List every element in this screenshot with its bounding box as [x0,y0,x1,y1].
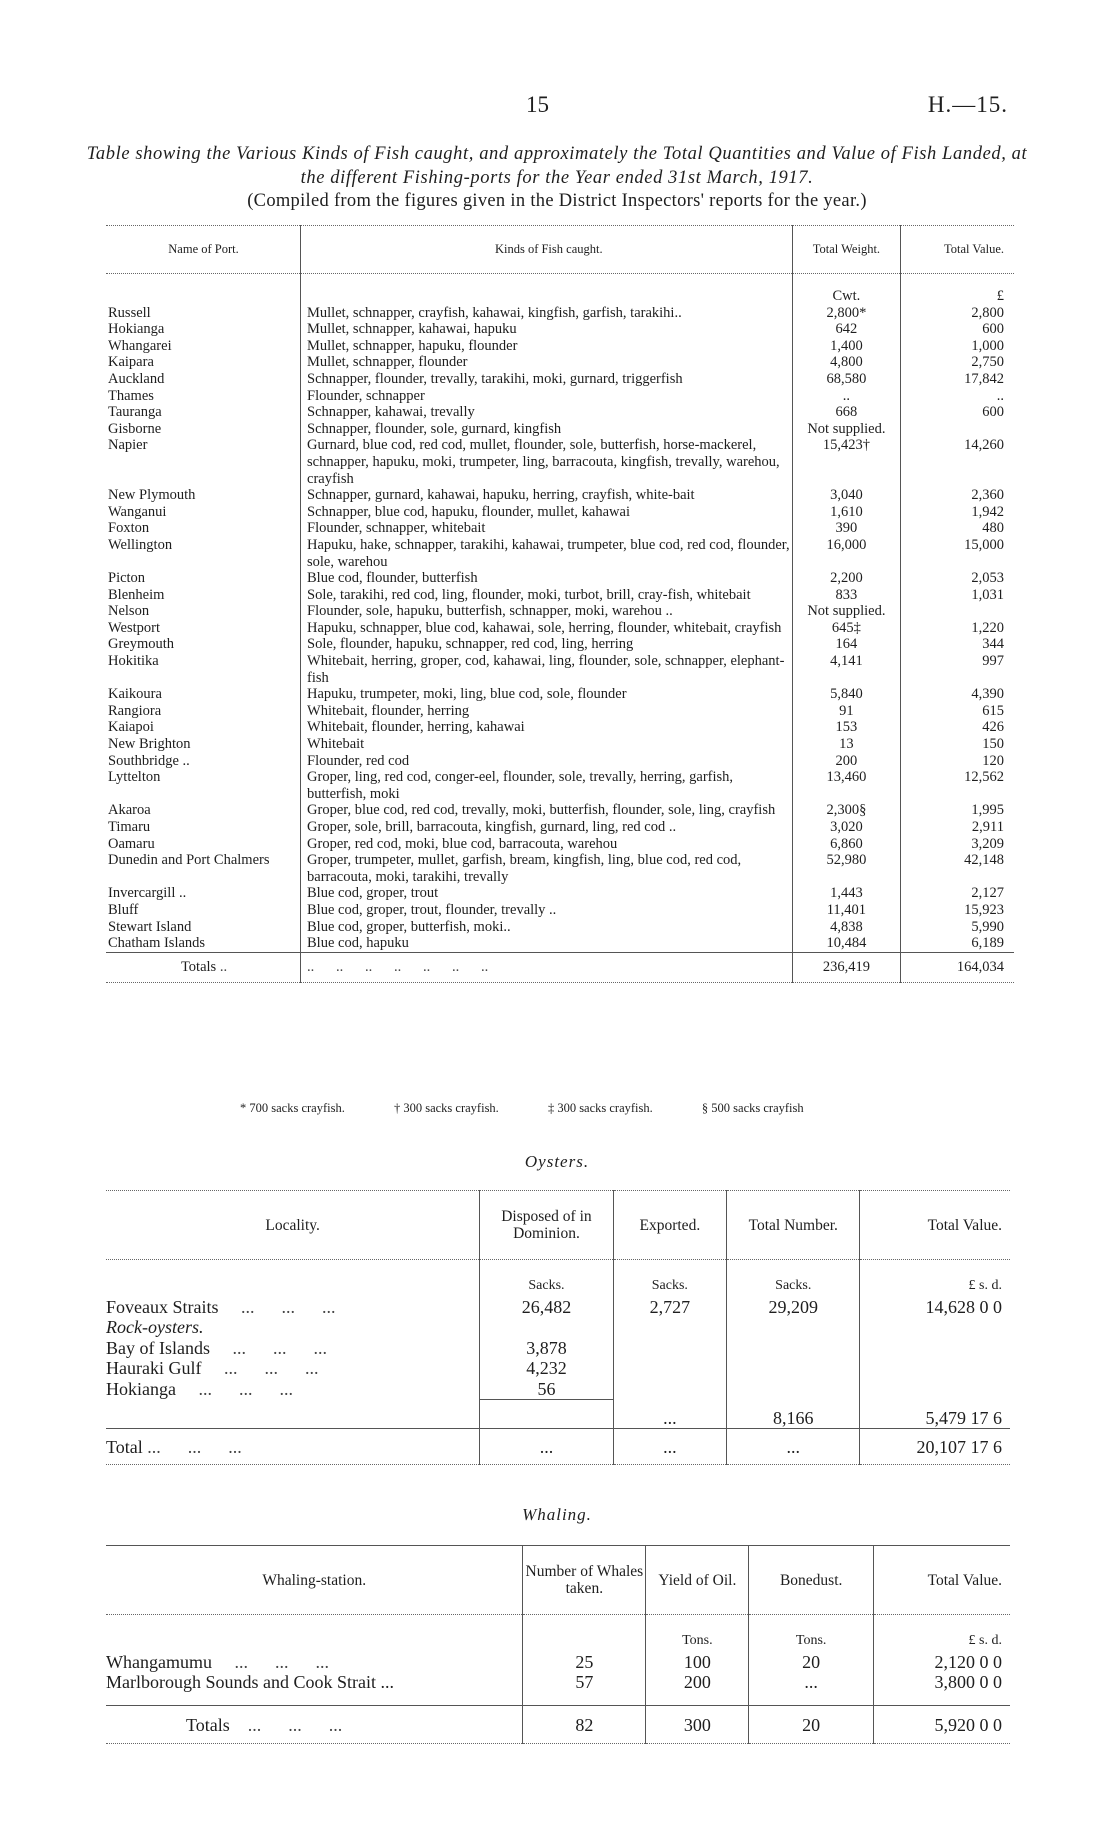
port-name: Whangarei [108,337,172,354]
total-value: 600 [901,404,1014,421]
table-row: Bay of Islands ... ... ... 3,878 [106,1338,1010,1359]
port-name: Timaru [108,819,151,835]
table-title: Table showing the Various Kinds of Fish caught, and approximately the Total Quantities and Value of Fish Landed, at the different Fishing-ports for the Year ended 31st March, 1917. [86,144,1028,188]
total-weight: 16,000 [792,537,901,570]
table-row [106,603,1014,620]
total-value [901,421,1014,438]
weight-unit: Cwt. [792,274,901,305]
totals-label: Totals .. [106,952,301,983]
fish-kinds: Groper, blue cod, red cod, trevally, moki, butterfish, flounder, sole, ling, crayfish [301,802,793,819]
total-value: 1,000 [901,338,1014,355]
total-weight: .. [792,388,901,405]
total-weight: 5,840 [792,686,901,703]
total-value: 1,031 [901,587,1014,604]
fish-kinds: Schnapper, blue cod, hapuku, flounder, mullet, kahawai [301,504,793,521]
fish-kinds: Flounder, schnapper [301,388,793,405]
port-name: Foxton [108,520,150,537]
port-name: Auckland [108,370,165,387]
table-row [106,354,1014,371]
total-value: 2,750 [901,354,1014,371]
total-value: 1,995 [901,802,1014,819]
fish-kinds: Groper, ling, red cod, conger-eel, flounder, sole, trevally, herring, garfish, butterfish, moki [301,769,793,802]
units-row: Sacks. Sacks. Sacks. £ s. d. [106,1260,1010,1297]
table-row [106,836,1014,853]
total-value: 4,390 [901,686,1014,703]
totals-weight: 236,419 [792,952,901,983]
table-row [106,919,1014,936]
port-name: Nelson [108,603,150,620]
total-value: .. [901,388,1014,405]
col-header-station: Whaling-station. [106,1546,523,1615]
total-value: 2,127 [901,885,1014,902]
fish-kinds: Blue cod, flounder, butterfish [301,570,793,587]
total-value: 12,562 [901,769,1014,802]
value-unit: £ [901,274,1014,305]
table-row: Hokianga ... ... ... 56 [106,1379,1010,1400]
fish-kinds: Schnapper, flounder, trevally, tarakihi, moki, gurnard, triggerfish [301,371,793,388]
fish-kinds: Whitebait, herring, groper, cod, kahawai, ling, flounder, sole, schnapper, elephant-fish [301,653,793,686]
total-weight: 15,423† [792,437,901,487]
total-value: 5,990 [901,919,1014,936]
total-weight: 68,580 [792,371,901,388]
total-value: 2,800 [901,305,1014,322]
col-header-oil: Yield of Oil. [646,1546,749,1615]
total-weight: 10,484 [792,935,901,952]
oysters-title: Oysters. [524,1152,590,1171]
fish-kinds: Blue cod, groper, butterfish, moki.. [301,919,793,936]
total-weight: 2,200 [792,570,901,587]
port-name: Gisborne [108,420,162,437]
total-value: 480 [901,520,1014,537]
total-value: 1,942 [901,504,1014,521]
port-name: Thames [108,387,154,404]
table-row [106,321,1014,338]
table-row [106,736,1014,753]
oysters-table [106,1190,1010,1465]
total-value: 426 [901,719,1014,736]
document-code: H.—15. [927,92,1008,117]
total-weight: 13,460 [792,769,901,802]
fish-kinds: Hapuku, trumpeter, moki, ling, blue cod, sole, flounder [301,686,793,703]
col-header-disposed: Disposed of in Dominion. [480,1191,613,1260]
rock-oysters-label-row: Rock-oysters. [106,1317,1010,1338]
total-value: 2,911 [901,819,1014,836]
total-value [901,603,1014,620]
total-weight: 91 [792,703,901,720]
total-value: 17,842 [901,371,1014,388]
table-row [106,719,1014,736]
col-header-total-value: Total Value. [860,1191,1010,1260]
total-weight: 1,400 [792,338,901,355]
total-weight: Not supplied. [792,603,901,620]
fish-kinds: Schnapper, flounder, sole, gurnard, kingfish [301,421,793,438]
table-row [106,437,1014,487]
fish-kinds: Hapuku, schnapper, blue cod, kahawai, sole, herring, flounder, whitebait, crayfish [301,620,793,637]
footnotes [240,1101,940,1116]
fish-kinds: Schnapper, kahawai, trevally [301,404,793,421]
fish-totals-row [106,952,1014,983]
port-name: Tauranga [108,404,162,421]
port-name: Lyttelton [108,769,161,786]
port-name: Stewart Island [108,918,192,935]
table-row [106,620,1014,637]
oysters-total-row: Total ... ... ... ... ... ... 20,107 17 6 [106,1429,1010,1465]
footnote: † 300 sacks crayfish. [393,1101,499,1115]
rock-oysters-summary-row: ... 8,166 5,479 17 6 [106,1400,1010,1429]
table-row [106,520,1014,537]
fish-kinds: Blue cod, hapuku [301,935,793,952]
table-row [106,487,1014,504]
units-row: Tons. Tons. £ s. d. [106,1615,1010,1652]
port-name: Hokitika [108,653,159,670]
footnote: ‡ 300 sacks crayfish. [547,1101,653,1115]
table-row [106,852,1014,885]
table-row [106,703,1014,720]
total-value: 997 [901,653,1014,686]
table-row: Marlborough Sounds and Cook Strait ... 57 200 ... 3,800 0 0 [106,1672,1010,1705]
footnote: § 500 sacks crayfish [701,1101,804,1115]
total-weight: 153 [792,719,901,736]
total-value: 15,000 [901,537,1014,570]
port-name: Kaikoura [108,686,162,703]
fish-kinds: Mullet, schnapper, kahawai, hapuku [301,321,793,338]
total-weight: 642 [792,321,901,338]
fish-table-header [106,226,1014,274]
table-row [106,653,1014,686]
fish-kinds: Whitebait, flounder, herring [301,703,793,720]
total-value: 14,260 [901,437,1014,487]
table-row [106,305,1014,322]
total-weight: 3,040 [792,487,901,504]
port-name: Westport [108,619,160,636]
port-name: New Brighton [108,736,191,753]
col-header-locality: Locality. [106,1191,480,1260]
fish-kinds: Sole, tarakihi, red cod, ling, flounder, moki, turbot, brill, cray-fish, whitebait [301,587,793,604]
port-name: Hokianga [108,321,165,338]
total-weight: 645‡ [792,620,901,637]
table-row [106,371,1014,388]
col-header-kinds: Kinds of Fish caught. [301,226,793,274]
port-name: Rangiora [108,702,162,719]
col-header-bonedust: Bonedust. [749,1546,873,1615]
port-name: Blenheim [108,586,165,603]
port-name: Kaipara [108,354,154,371]
total-value: 120 [901,753,1014,770]
total-value: 15,923 [901,902,1014,919]
fish-kinds: Sole, flounder, hapuku, schnapper, red cod, ling, herring [301,636,793,653]
fish-table [106,225,1014,983]
col-header-whales: Number of Whales taken. [523,1546,646,1615]
table-row [106,636,1014,653]
fish-kinds: Schnapper, gurnard, kahawai, hapuku, herring, crayfish, white-bait [301,487,793,504]
total-weight: 2,300§ [792,802,901,819]
total-value: 2,360 [901,487,1014,504]
total-weight: 1,443 [792,885,901,902]
total-value: 42,148 [901,852,1014,885]
total-value: 2,053 [901,570,1014,587]
fish-kinds: Flounder, schnapper, whitebait [301,520,793,537]
whaling-table [106,1545,1010,1744]
port-name: Greymouth [108,636,175,653]
fish-kinds: Whitebait [301,736,793,753]
fish-kinds: Hapuku, hake, schnapper, tarakihi, kahawai, trumpeter, blue cod, red cod, flounder, sole, warehou [301,537,793,570]
port-name: Akaroa [108,802,151,819]
table-row [106,537,1014,570]
total-weight: 4,838 [792,919,901,936]
total-weight: 390 [792,520,901,537]
total-value: 344 [901,636,1014,653]
table-row [106,504,1014,521]
total-value: 3,209 [901,836,1014,853]
table-row [106,404,1014,421]
col-header-number: Total Number. [727,1191,860,1260]
port-name: Kaiapoi [108,719,154,736]
col-header-weight: Total Weight. [792,226,901,274]
totals-leaders: .. .. .. .. .. .. .. [301,952,793,983]
total-weight: Not supplied. [792,421,901,438]
table-row [106,902,1014,919]
fish-kinds: Gurnard, blue cod, red cod, mullet, flounder, sole, butterfish, horse-mackerel, schnapper, hapuku, moki, trumpeter, ling, barracouta, kingfish, trevally, warehou, crayfish [301,437,793,487]
total-weight: 52,980 [792,852,901,885]
table-row [106,753,1014,770]
total-weight: 6,860 [792,836,901,853]
col-header-value: Total Value. [901,226,1014,274]
port-name: Napier [108,437,148,454]
fish-kinds: Blue cod, groper, trout, flounder, trevally .. [301,902,793,919]
table-row [106,686,1014,703]
table-row [106,421,1014,438]
fish-kinds: Groper, sole, brill, barracouta, kingfish, gurnard, ling, red cod .. [301,819,793,836]
total-weight: 1,610 [792,504,901,521]
total-weight: 11,401 [792,902,901,919]
total-value: 6,189 [901,935,1014,952]
table-subtitle: (Compiled from the figures given in the District Inspectors' reports for the year.) [247,191,867,211]
port-name: Picton [108,570,146,587]
port-name: Southbridge .. [108,752,190,769]
port-name: Oamaru [108,835,155,852]
fish-kinds: Groper, red cod, moki, blue cod, barracouta, warehou [301,836,793,853]
total-weight: 3,020 [792,819,901,836]
port-name: Dunedin and Port Chalmers [108,852,270,869]
port-name: Invercargill .. [108,885,187,902]
port-name: Wellington [108,536,173,553]
port-name: Bluff [108,901,139,918]
fish-kinds: Mullet, schnapper, hapuku, flounder [301,338,793,355]
table-row [106,388,1014,405]
fish-kinds: Blue cod, groper, trout [301,885,793,902]
fish-kinds: Groper, trumpeter, mullet, garfish, bream, kingfish, ling, blue cod, red cod, barracouta, moki, tarakihi, trevally [301,852,793,885]
port-name: New Plymouth [108,487,196,504]
footnote: * 700 sacks crayfish. [240,1101,345,1115]
fish-kinds: Flounder, red cod [301,753,793,770]
total-weight: 668 [792,404,901,421]
total-weight: 164 [792,636,901,653]
table-row [106,769,1014,802]
total-weight: 200 [792,753,901,770]
table-row: Whangamumu ... ... ... 25 100 20 2,120 0 0 [106,1652,1010,1673]
table-row [106,802,1014,819]
units-row [106,274,1014,305]
total-weight: 4,141 [792,653,901,686]
port-name: Wanganui [108,503,167,520]
total-weight: 833 [792,587,901,604]
table-row [106,819,1014,836]
fish-kinds: Mullet, schnapper, flounder [301,354,793,371]
col-header-total-value: Total Value. [873,1546,1010,1615]
table-row [106,338,1014,355]
totals-value: 164,034 [901,952,1014,983]
total-weight: 4,800 [792,354,901,371]
whaling-totals-row: Totals ... ... ... 82 300 20 5,920 0 0 [106,1705,1010,1744]
table-row [106,885,1014,902]
fish-kinds: Mullet, schnapper, crayfish, kahawai, kingfish, garfish, tarakihi.. [301,305,793,322]
total-weight: 2,800* [792,305,901,322]
total-value: 150 [901,736,1014,753]
table-row: Hauraki Gulf ... ... ... 4,232 [106,1358,1010,1379]
fish-kinds: Flounder, sole, hapuku, butterfish, schnapper, moki, warehou .. [301,603,793,620]
total-value: 615 [901,703,1014,720]
locality-name: Foveaux Straits [106,1296,219,1317]
col-header-exported: Exported. [613,1191,726,1260]
whaling-title: Whaling. [522,1505,592,1524]
total-value: 1,220 [901,620,1014,637]
total-weight: 13 [792,736,901,753]
table-row [106,935,1014,952]
table-row [106,587,1014,604]
total-value: 600 [901,321,1014,338]
port-name: Chatham Islands [108,935,206,952]
fish-kinds: Whitebait, flounder, herring, kahawai [301,719,793,736]
table-row [106,570,1014,587]
page-number: 15 [526,92,549,117]
port-name: Russell [108,304,151,321]
table-row: Foveaux Straits ... ... ... 26,482 2,727 29,209 14,628 0 0 [106,1297,1010,1318]
col-header-port: Name of Port. [106,226,301,274]
